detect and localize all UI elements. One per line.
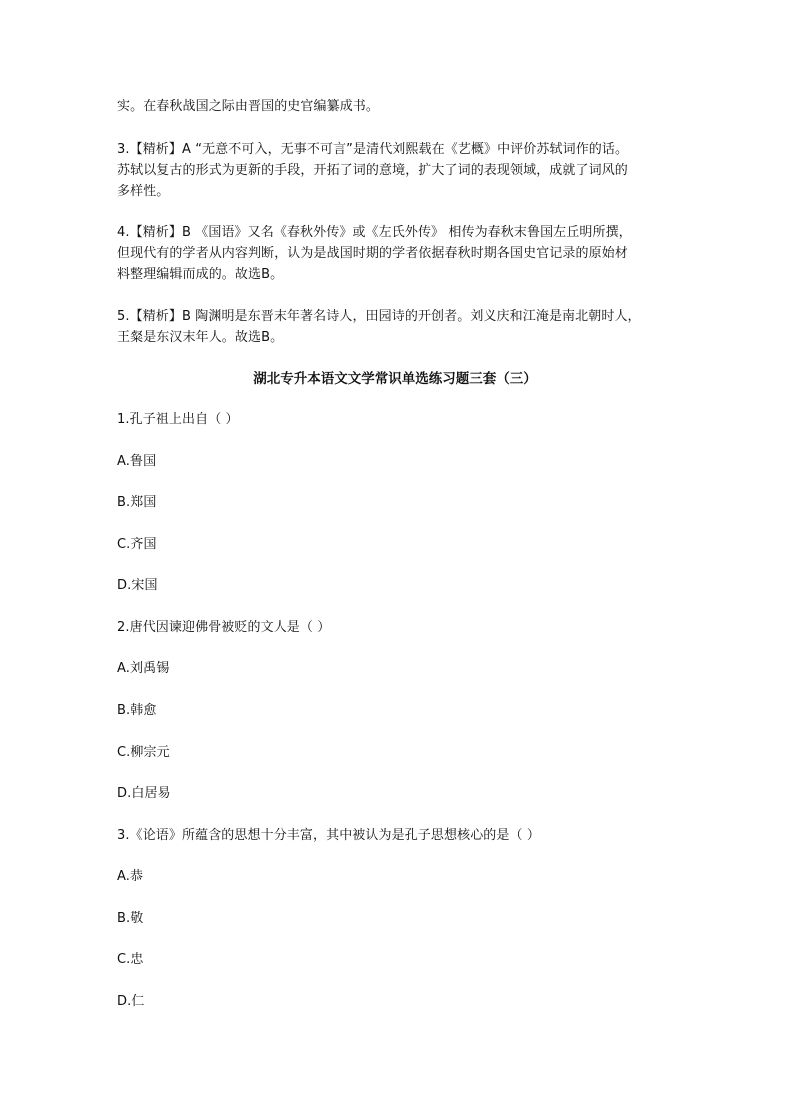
answer-3-line-2: 苏轼以复古的形式为更新的手段，开拓了词的意境，扩大了词的表现领域，成就了词风的 bbox=[117, 163, 628, 178]
answer-5-line-1: 5.【精析】B 陶渊明是东晋末年著名诗人，田园诗的开创者。刘义庆和江淹是南北朝时人， bbox=[117, 309, 641, 324]
question-3-option-d: D.仁 bbox=[117, 994, 145, 1009]
section-title: 湖北专升本语文文学常识单选练习题三套（三） bbox=[253, 371, 537, 387]
question-3-option-a: A.恭 bbox=[117, 869, 144, 884]
question-2-option-a: A.刘禹锡 bbox=[117, 661, 170, 676]
answer-4-line-2: 但现代有的学者从内容判断，认为是战国时期的学者依据春秋时期各国史官记录的原始材 bbox=[117, 246, 628, 261]
question-1-option-d: D.宋国 bbox=[117, 578, 158, 593]
question-2-option-b: B.韩愈 bbox=[117, 703, 157, 718]
answer-5-line-2: 王粲是东汉末年人。故选B。 bbox=[117, 330, 284, 345]
question-1-option-c: C.齐国 bbox=[117, 537, 157, 552]
question-3-option-b: B.敬 bbox=[117, 911, 144, 926]
answer-4-line-3: 料整理编辑而成的。故选B。 bbox=[117, 267, 284, 282]
question-2-option-c: C.柳宗元 bbox=[117, 745, 170, 760]
question-3-option-c: C.忠 bbox=[117, 952, 144, 967]
question-2-stem: 2.唐代因谏迎佛骨被贬的文人是（ ） bbox=[117, 620, 331, 635]
question-3-stem: 3.《论语》所蕴含的思想十分丰富，其中被认为是孔子思想核心的是（ ） bbox=[117, 828, 540, 843]
answer-3-line-3: 多样性。 bbox=[117, 184, 170, 199]
question-2-option-d: D.白居易 bbox=[117, 786, 171, 801]
question-1-option-a: A.鲁国 bbox=[117, 454, 157, 469]
answer-4-line-1: 4.【精析】B 《国语》又名《春秋外传》或《左氏外传》 相传为春秋末鲁国左丘明所撰， bbox=[117, 225, 632, 240]
answer-3-line-1: 3.【精析】A “无意不可入，无事不可言”是清代刘熙载在《艺概》中评价苏轼词作的话。 bbox=[117, 142, 629, 157]
answer-2-tail: 实。在春秋战国之际由晋国的史官编纂成书。 bbox=[117, 99, 380, 114]
question-1-stem: 1.孔子祖上出自（ ） bbox=[117, 412, 239, 427]
question-1-option-b: B.郑国 bbox=[117, 495, 157, 510]
